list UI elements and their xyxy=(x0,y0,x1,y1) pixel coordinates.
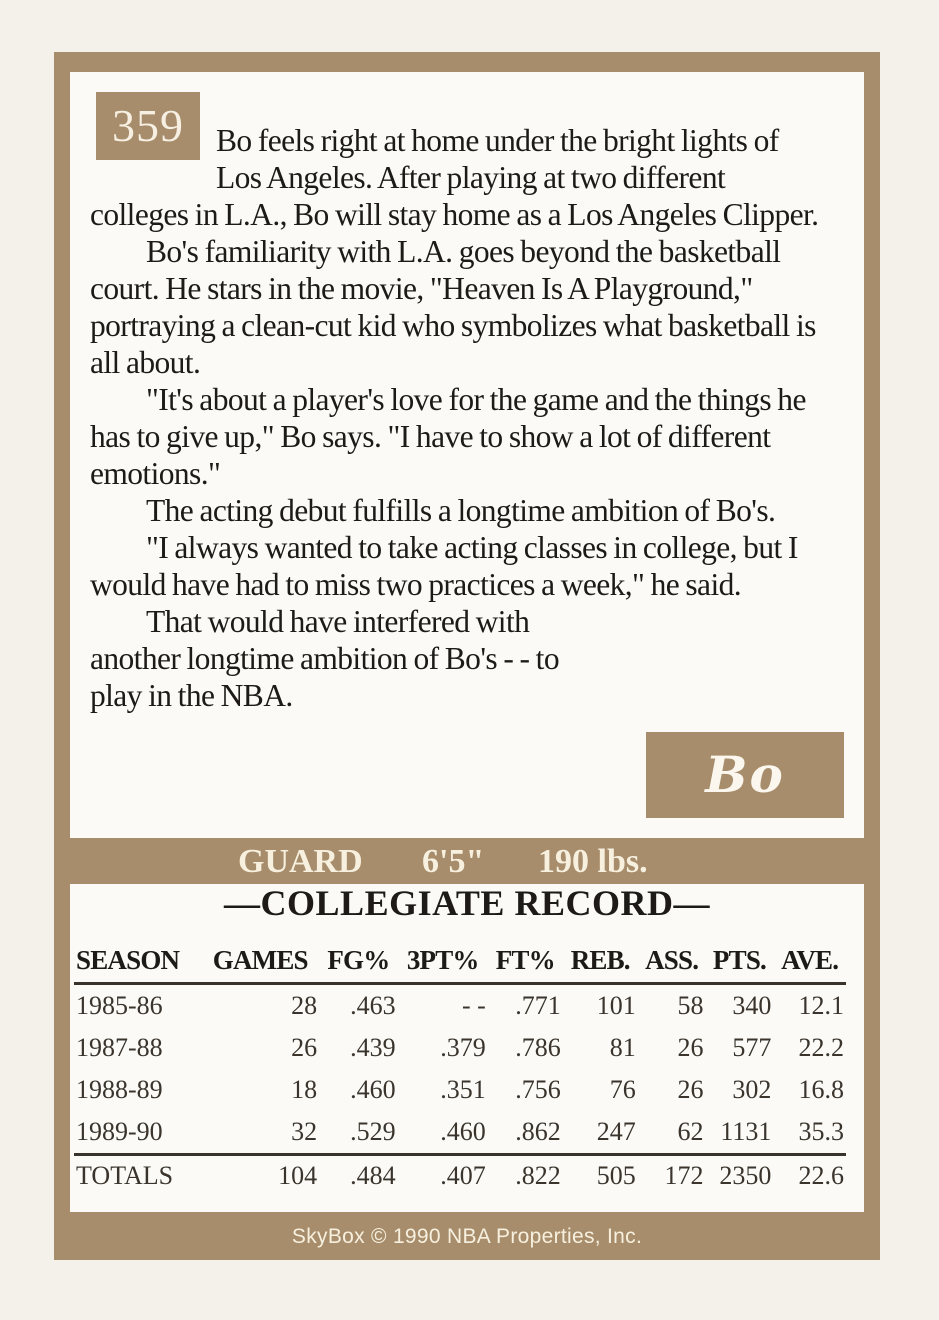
bio-paragraph-2: Bo's familiarity with L.A. goes beyond the basketball court. He stars in the movie, "Heaven Is A Playground," portraying a clean-cut kid who symbolizes what basketball is all about. xyxy=(90,234,816,380)
player-name-script: Bo xyxy=(646,732,844,818)
table-cell: 577 xyxy=(732,1033,772,1062)
table-cell: 76 xyxy=(609,1075,636,1104)
table-cell: 302 xyxy=(732,1075,772,1104)
bio-paragraph-1: Bo feels right at home under the bright lights of Los Angeles. After playing at two different colleges in L.A., Bo will stay home as a Los Angeles Clipper. xyxy=(90,123,819,232)
copyright-footer: SkyBox © 1990 NBA Properties, Inc. xyxy=(291,1225,643,1248)
table-row xyxy=(74,1069,846,1111)
card-number: 359 xyxy=(96,92,200,160)
table-cell: - - xyxy=(461,991,486,1020)
table-cell: 247 xyxy=(596,1117,636,1146)
table-row xyxy=(74,984,846,1028)
table-cell: 101 xyxy=(596,991,636,1020)
section-title: —COLLEGIATE RECORD— xyxy=(224,883,710,923)
col-header: REB. xyxy=(563,938,638,984)
table-cell: .439 xyxy=(350,1033,396,1062)
table-cell: 172 xyxy=(638,1155,706,1197)
col-header: GAMES xyxy=(201,938,319,984)
table-cell: 16.8 xyxy=(798,1075,844,1104)
col-header: FG% xyxy=(319,938,398,984)
table-cell: 1988-89 xyxy=(76,1075,163,1104)
table-cell: 1985-86 xyxy=(76,991,163,1020)
table-cell: .460 xyxy=(440,1117,486,1146)
table-cell: 28 xyxy=(291,991,318,1020)
position-role: GUARD xyxy=(238,843,363,880)
table-cell: 1131 xyxy=(720,1117,772,1146)
table-cell: .463 xyxy=(350,991,396,1020)
table-row xyxy=(74,1111,846,1155)
table-cell: .484 xyxy=(319,1155,398,1197)
table-cell: 340 xyxy=(732,991,772,1020)
table-cell: 81 xyxy=(609,1033,636,1062)
col-header: ASS. xyxy=(638,938,706,984)
table-cell: 505 xyxy=(563,1155,638,1197)
table-cell: .862 xyxy=(515,1117,561,1146)
position-height: 6'5" xyxy=(422,843,485,880)
col-header: PTS. xyxy=(706,938,774,984)
table-cell: 1987-88 xyxy=(76,1033,163,1062)
bio-paragraph-4: The acting debut fulfills a longtime ambition of Bo's. xyxy=(146,493,776,528)
bio-paragraph-6: That would have interfered with another longtime ambition of Bo's - - to play in the NBA. xyxy=(90,604,559,713)
table-cell: 58 xyxy=(677,991,704,1020)
position-bar xyxy=(54,838,880,884)
table-cell: 12.1 xyxy=(798,991,844,1020)
table-cell: .771 xyxy=(515,991,561,1020)
table-cell: .407 xyxy=(398,1155,488,1197)
table-cell: TOTALS xyxy=(74,1155,201,1197)
table-cell: 26 xyxy=(677,1033,704,1062)
table-cell: .379 xyxy=(440,1033,486,1062)
position-weight: 190 lbs. xyxy=(538,843,648,880)
table-cell: 2350 xyxy=(706,1155,774,1197)
totals-row xyxy=(74,1155,846,1197)
stats-table xyxy=(74,938,846,1196)
table-cell: 104 xyxy=(201,1155,319,1197)
col-header: SEASON xyxy=(74,938,201,984)
table-cell: 18 xyxy=(291,1075,318,1104)
table-cell: .822 xyxy=(488,1155,563,1197)
col-header: 3PT% xyxy=(398,938,488,984)
table-cell: .786 xyxy=(515,1033,561,1062)
table-cell: 22.6 xyxy=(773,1155,846,1197)
table-cell: .529 xyxy=(350,1117,396,1146)
table-cell: 32 xyxy=(291,1117,318,1146)
col-header: FT% xyxy=(488,938,563,984)
table-cell: 22.2 xyxy=(798,1033,844,1062)
table-row xyxy=(74,1027,846,1069)
table-cell: 62 xyxy=(677,1117,704,1146)
table-cell: .351 xyxy=(440,1075,486,1104)
table-cell: 26 xyxy=(677,1075,704,1104)
player-bio xyxy=(90,122,828,714)
table-cell: 1989-90 xyxy=(76,1117,163,1146)
table-cell: 26 xyxy=(291,1033,318,1062)
table-cell: .460 xyxy=(350,1075,396,1104)
bio-paragraph-3: "It's about a player's love for the game and the things he has to give up," Bo says. "I have to show a lot of different emotions." xyxy=(90,382,806,491)
table-cell: 35.3 xyxy=(798,1117,844,1146)
bio-paragraph-5: "I always wanted to take acting classes in college, but I would have had to miss two practices a week," he said. xyxy=(90,530,798,602)
table-cell: .756 xyxy=(515,1075,561,1104)
col-header: AVE. xyxy=(773,938,846,984)
stats-header-row xyxy=(74,938,846,984)
